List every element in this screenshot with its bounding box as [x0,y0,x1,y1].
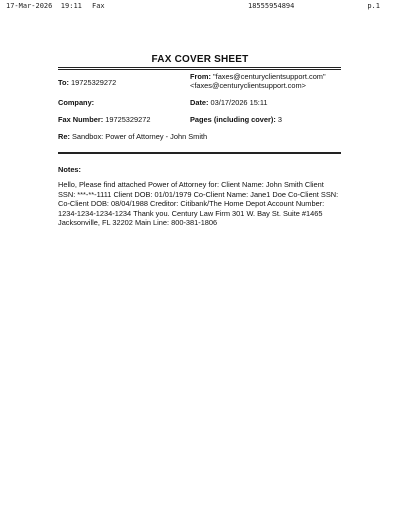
to-label: To: [58,78,69,87]
date-value: 03/17/2026 15:11 [210,98,268,107]
re-label: Re: [58,132,70,141]
fax-number-label: Fax Number: [58,115,104,124]
re-field [58,132,207,141]
fax-header-number: 18555954894 [248,2,295,10]
from-label: From: [190,72,211,81]
company-field [58,98,94,107]
fax-transmission-header [0,0,400,12]
to-value: 19725329272 [71,78,117,87]
fax-header-time: 19:11 [60,2,82,10]
date-label: Date: [190,98,209,107]
page-title: FAX COVER SHEET [151,54,249,65]
re-value: Sandbox: Power of Attorney - John Smith [71,132,208,141]
notes-label [58,165,81,174]
pages-value: 3 [277,115,283,124]
date-field [190,98,268,107]
from-field [190,72,326,90]
to-field [58,78,116,87]
fax-number-field [58,115,150,124]
company-label: Company: [58,98,95,107]
notes-divider [58,152,341,154]
fax-header-date: 17-Mar-2026 [6,2,53,10]
fax-header-datetime [6,2,82,10]
pages-field [190,115,282,124]
title-divider [58,67,341,70]
fax-header-page: p.1 [367,2,380,10]
pages-label: Pages (including cover): [190,115,276,124]
fax-header-label: Fax [92,2,105,10]
notes-label-text: Notes: [58,165,81,174]
from-line1: "faxes@centuryclientsupport.com" [213,72,326,81]
from-line2: <faxes@centuryclientsupport.com> [190,81,306,90]
fax-number-value: 19725329272 [105,115,151,124]
notes-body: Hello, Please find attached Power of Attorney for: Client Name: John Smith Client SSN: ***-**-1111 Client DOB: 01/01/1979 Co-Client Name: Jane1 Doe Co-Client SSN: Co-Client DOB: 08/04/1988 Creditor: Citibank/The Home Depot Account Number: 1234-1234-1234-1234 Thank you. Century Law Firm 301 W. Bay St. Suite #1465 Jacksonville, FL 32202 Main Line: 800-381-1806 [58,180,339,228]
